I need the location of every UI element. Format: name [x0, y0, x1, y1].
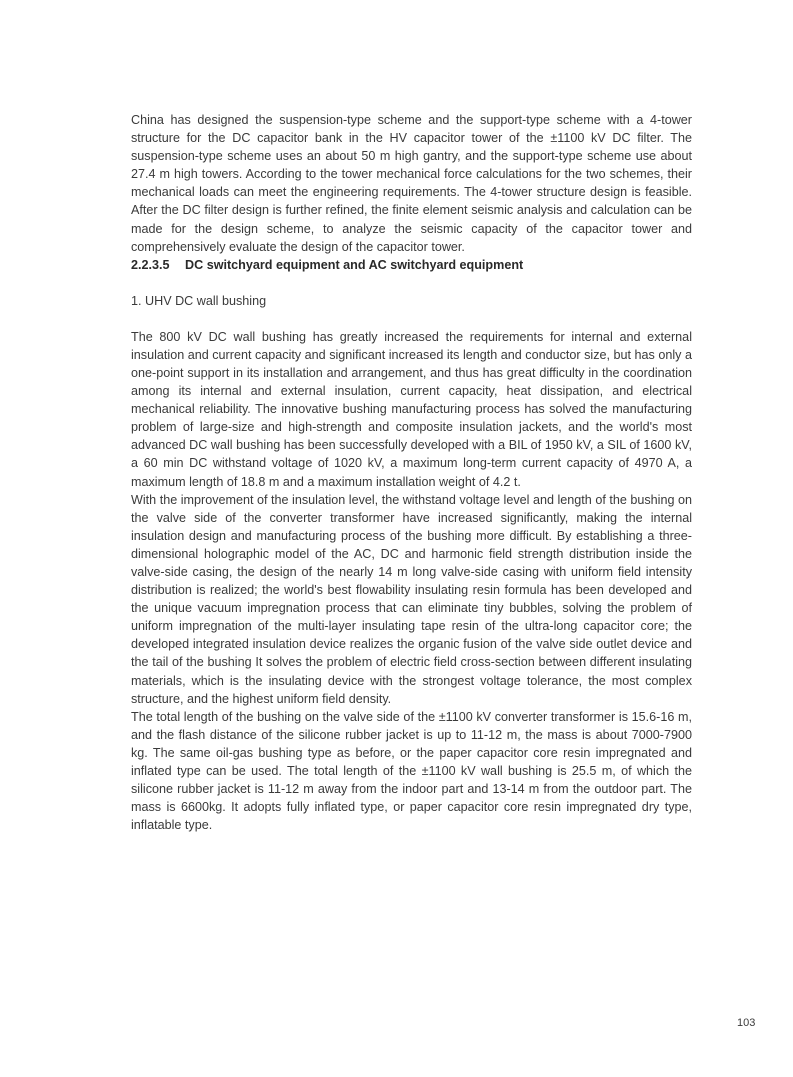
paragraph-800kv-wall-bushing: The 800 kV DC wall bushing has greatly increased the requirements for internal and external insulation and current capacity and significant increased its length and conductor size, but has only a one-point support in its installation and arrangement, and thus has great difficulty in the coordination among its internal and external insulation, current capacity, heat dissipation, and electrical mechanical reliability. The innovative bushing manufacturing process has solved the manufacturing problem of large-size and high-strength and composite insulation jackets, and the world's most advanced DC wall bushing has been successfully developed with a BIL of 1950 kV, a SIL of 1600 kV, a 60 min DC withstand voltage of 1020 kV, a maximum long-term current capacity of 4970 A, a maximum length of 18.8 m and a maximum installation weight of 4.2 t. [131, 329, 692, 489]
section-title: DC switchyard equipment and AC switchyard equipment [185, 257, 524, 272]
paragraph-capacitor-tower: China has designed the suspension-type scheme and the support-type scheme with a 4-tower structure for the DC capacitor bank in the HV capacitor tower of the ±1100 kV DC filter. The suspension-type scheme uses an about 50 m high gantry, and the support-type scheme use about 27.4 m high towers. According to the tower mechanical force calculations for the two schemes, their mechanical loads can meet the engineering requirements. The 4-tower structure design is feasible. After the DC filter design is further refined, the finite element seismic analysis and calculation can be made for the design scheme, to analyze the seismic capacity of the capacitor tower and comprehensively evaluate the design of the capacitor tower. [131, 113, 692, 254]
page-body [131, 111, 692, 834]
paragraph-valve-side-bushing: With the improvement of the insulation level, the withstand voltage level and length of the bushing on the valve side of the converter transformer have increased significantly, making the internal insulation design and manufacturing process of the bushing more difficult. By establishing a three-dimensional holographic model of the AC, DC and harmonic field strength distribution inside the valve-side casing, the design of the nearly 14 m long valve-side casing with uniform field intensity distribution is realized; the world's best flowability insulating resin formula has been developed and the unique vacuum impregnation process that can eliminate tiny bubbles, solving the problem of uniform impregnation of the multi-layer insulating tape resin of the ultra-long capacitor core; the developed integrated insulation device realizes the organic fusion of the valve side outlet device and the tail of the bushing It solves the problem of electric field cross-section between different insulating materials, which is the insulating device with the strongest voltage tolerance, the most complex structure, and the highest uniform field density. [131, 492, 692, 706]
paragraph-1100kv-bushing-specs: The total length of the bushing on the valve side of the ±1100 kV converter transformer is 15.6-16 m, and the flash distance of the silicone rubber jacket is up to 11-12 m, the mass is about 7000-7900 kg. The same oil-gas bushing type as before, or the paper capacitor core resin impregnated and inflated type can be used. The total length of the ±1100 kV wall bushing is 25.5 m, of which the silicone rubber jacket is 11-12 m away from the indoor part and 13-14 m from the outdoor part. The mass is 6600kg. It adopts fully inflated type, or paper capacitor core resin impregnated dry type, inflatable type. [131, 709, 692, 833]
section-number: 2.2.3.5 [131, 257, 170, 272]
page-number: 103 [737, 1017, 756, 1029]
section-heading [131, 256, 692, 274]
subsection-heading: 1. UHV DC wall bushing [131, 293, 267, 308]
